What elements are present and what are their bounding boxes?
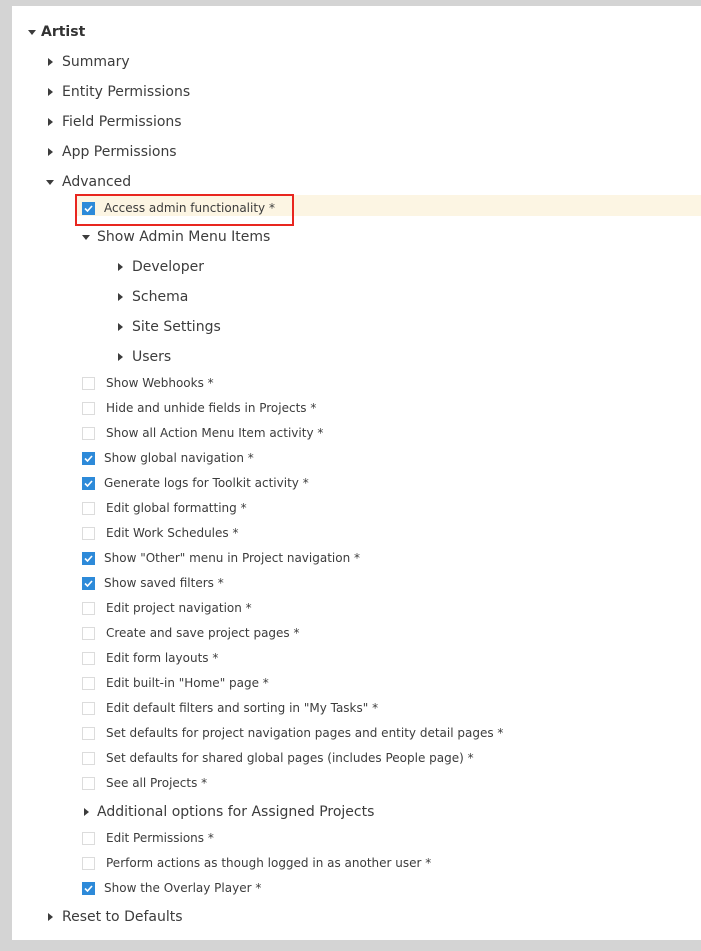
checkbox-row[interactable] [82, 373, 701, 393]
checkbox-row[interactable] [82, 698, 701, 718]
chevron-right-icon[interactable] [46, 118, 54, 126]
checkbox-row[interactable] [82, 878, 701, 898]
chevron-right-icon[interactable] [46, 58, 54, 66]
checkbox-label: Show the Overlay Player * [104, 881, 262, 895]
tree-node-label: Site Settings [132, 319, 221, 335]
checkbox-unchecked[interactable] [82, 727, 95, 740]
chevron-right-icon[interactable] [46, 148, 54, 156]
checkbox-checked[interactable] [82, 452, 95, 465]
checkbox-label: Access admin functionality * [104, 201, 275, 215]
tree-node-label: Show Admin Menu Items [97, 229, 271, 245]
checkbox-label: See all Projects * [106, 776, 208, 790]
chevron-right-icon[interactable] [46, 88, 54, 96]
checkbox-checked[interactable] [82, 882, 95, 895]
checkbox-unchecked[interactable] [82, 377, 95, 390]
checkbox-label: Edit global formatting * [106, 501, 247, 515]
tree-node-label: Developer [132, 259, 205, 275]
checkbox-label: Show all Action Menu Item activity * [106, 426, 324, 440]
checkbox-row[interactable] [82, 523, 701, 543]
tree-node-label: Field Permissions [62, 114, 182, 130]
checkbox-row[interactable] [82, 648, 701, 668]
checkbox-unchecked[interactable] [82, 677, 95, 690]
tree-node-label: Summary [62, 54, 130, 70]
tree-node-app-permissions[interactable] [46, 141, 701, 163]
permissions-panel [12, 6, 701, 940]
checkbox-unchecked[interactable] [82, 777, 95, 790]
checkbox-row[interactable] [82, 598, 701, 618]
checkbox-label: Set defaults for shared global pages (includes People page) * [106, 751, 474, 765]
checkbox-checked[interactable] [82, 577, 95, 590]
tree-node-schema[interactable] [116, 286, 701, 308]
chevron-down-icon[interactable] [28, 30, 36, 35]
checkbox-label: Edit form layouts * [106, 651, 219, 665]
checkbox-row[interactable] [82, 748, 701, 768]
tree-node-label: Schema [132, 289, 189, 305]
checkbox-label: Perform actions as though logged in as another user * [106, 856, 432, 870]
checkbox-unchecked[interactable] [82, 832, 95, 845]
annotation-highlight-box [75, 194, 294, 226]
chevron-right-icon[interactable] [116, 293, 124, 301]
checkbox-label: Create and save project pages * [106, 626, 300, 640]
tree-node-assigned-projects[interactable] [82, 801, 701, 823]
checkbox-unchecked[interactable] [82, 652, 95, 665]
checkmark-icon [84, 455, 93, 462]
chevron-right-icon[interactable] [116, 323, 124, 331]
chevron-right-icon[interactable] [46, 913, 54, 921]
tree-node-artist[interactable] [28, 21, 701, 43]
chevron-down-icon[interactable] [82, 235, 90, 240]
checkbox-row[interactable] [82, 448, 701, 468]
checkbox-label: Edit built-in "Home" page * [106, 676, 269, 690]
checkbox-unchecked[interactable] [82, 427, 95, 440]
checkbox-label: Generate logs for Toolkit activity * [104, 476, 309, 490]
checkbox-row[interactable] [82, 773, 701, 793]
checkbox-unchecked[interactable] [82, 502, 95, 515]
checkbox-label: Show Webhooks * [106, 376, 214, 390]
checkbox-row[interactable] [82, 853, 701, 873]
tree-node-show-admin-menu-items[interactable] [82, 226, 701, 248]
checkbox-unchecked[interactable] [82, 702, 95, 715]
tree-node-entity-permissions[interactable] [46, 81, 701, 103]
chevron-right-icon[interactable] [116, 353, 124, 361]
checkbox-row[interactable] [82, 473, 701, 493]
checkbox-unchecked[interactable] [82, 402, 95, 415]
checkbox-row[interactable] [82, 423, 701, 443]
chevron-right-icon[interactable] [116, 263, 124, 271]
checkbox-label: Set defaults for project navigation pages and entity detail pages * [106, 726, 504, 740]
checkbox-label: Edit default filters and sorting in "My Tasks" * [106, 701, 379, 715]
tree-node-users[interactable] [116, 346, 701, 368]
tree-node-label: Advanced [62, 174, 132, 190]
checkbox-row[interactable] [82, 548, 701, 568]
checkbox-unchecked[interactable] [82, 857, 95, 870]
checkmark-icon [84, 580, 93, 587]
checkbox-unchecked[interactable] [82, 602, 95, 615]
tree-node-label: Additional options for Assigned Projects [97, 804, 375, 820]
checkbox-row[interactable] [82, 573, 701, 593]
checkbox-unchecked[interactable] [82, 627, 95, 640]
checkbox-checked[interactable] [82, 552, 95, 565]
checkbox-unchecked[interactable] [82, 752, 95, 765]
tree-node-advanced[interactable] [46, 171, 701, 193]
checkbox-row[interactable] [82, 828, 701, 848]
tree-node-label: App Permissions [62, 144, 177, 160]
checkmark-icon [84, 480, 93, 487]
checkbox-checked[interactable] [82, 477, 95, 490]
checkmark-icon [84, 885, 93, 892]
tree-node-developer[interactable] [116, 256, 701, 278]
checkbox-unchecked[interactable] [82, 527, 95, 540]
checkbox-label: Edit Permissions * [106, 831, 214, 845]
tree-node-label: Users [132, 349, 172, 365]
tree-node-label: Entity Permissions [62, 84, 191, 100]
checkbox-row[interactable] [82, 723, 701, 743]
checkbox-row[interactable] [82, 673, 701, 693]
tree-node-site-settings[interactable] [116, 316, 701, 338]
checkbox-label: Show "Other" menu in Project navigation * [104, 551, 361, 565]
tree-node-label: Reset to Defaults [62, 909, 183, 925]
tree-node-label: Artist [41, 24, 86, 40]
chevron-right-icon[interactable] [82, 808, 90, 816]
checkbox-label: Hide and unhide fields in Projects * [106, 401, 317, 415]
checkbox-label: Edit project navigation * [106, 601, 252, 615]
checkbox-label: Show saved filters * [104, 576, 224, 590]
checkbox-row[interactable] [82, 498, 701, 518]
tree-node-field-permissions[interactable] [46, 111, 701, 133]
tree-node-summary[interactable] [46, 51, 701, 73]
checkbox-label: Show global navigation * [104, 451, 254, 465]
checkbox-row[interactable] [82, 623, 701, 643]
checkmark-icon [84, 555, 93, 562]
tree-node-reset-to-defaults[interactable] [46, 906, 701, 928]
checkbox-row[interactable] [82, 398, 701, 418]
chevron-down-icon[interactable] [46, 180, 54, 185]
checkbox-label: Edit Work Schedules * [106, 526, 239, 540]
